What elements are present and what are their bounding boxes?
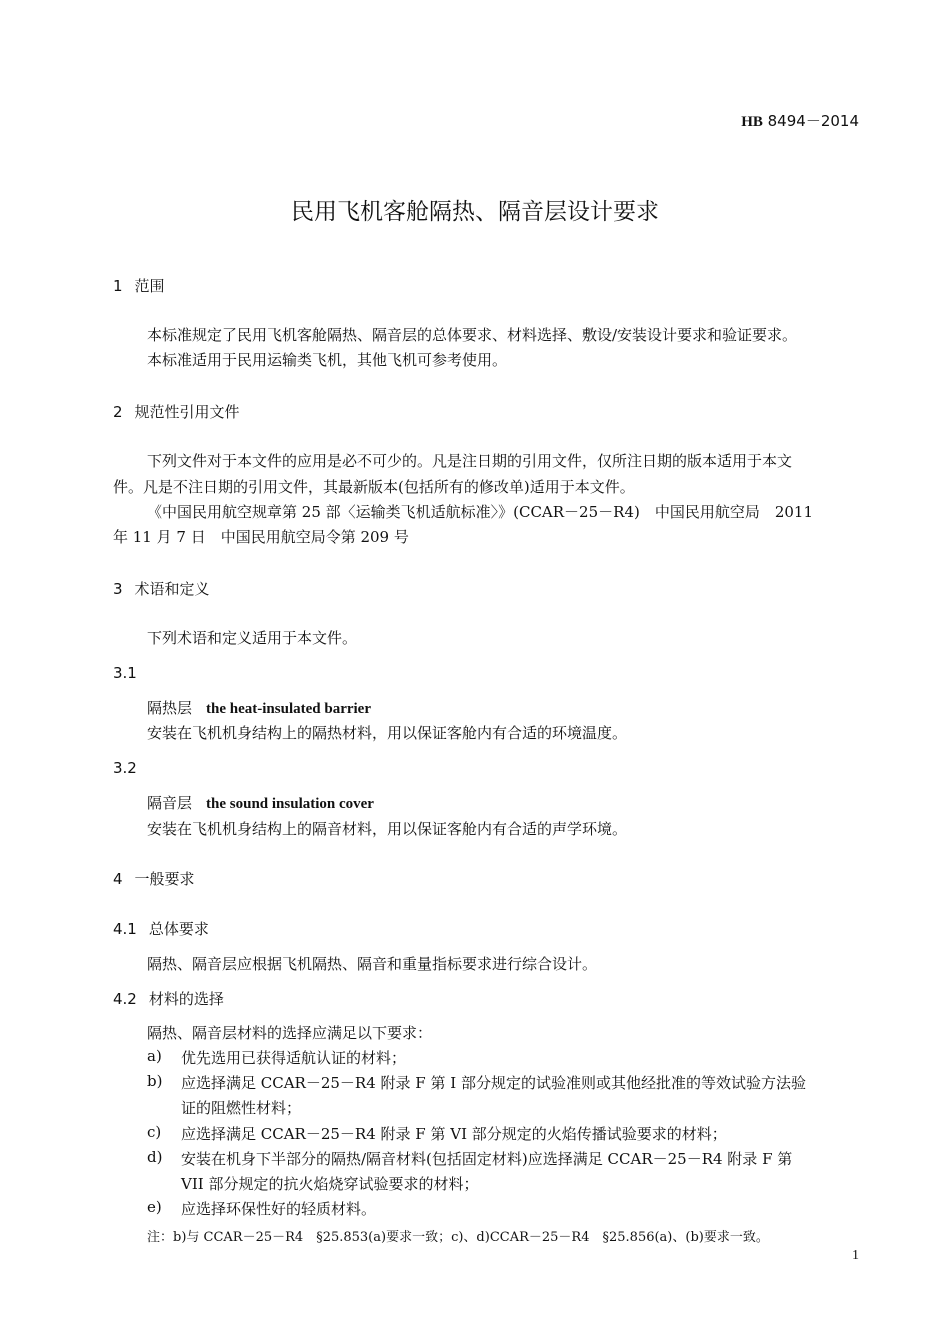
- section-3-heading: 3 术语和定义: [113, 580, 210, 598]
- section-4-2-intro: 隔热、隔音层材料的选择应满足以下要求：: [147, 1024, 433, 1042]
- document-title: 民用飞机客舱隔热、隔音层设计要求: [291, 199, 659, 225]
- section-4-2-note: 注：b)与 CCAR－25－R4 §25.853(a)要求一致；c)、d)CCAR－25－R4 §25.856(a)、(b)要求一致。: [147, 1230, 769, 1245]
- section-3-para: 下列术语和定义适用于本文件。: [147, 629, 358, 647]
- term-3-1-definition: 安装在飞机机身结构上的隔热材料，用以保证客舱内有合适的环境温度。: [147, 724, 628, 742]
- section-1-para-2: 本标准适用于民用运输类飞机，其他飞机可参考使用。: [147, 351, 508, 369]
- term-3-1-number: 3.1: [113, 664, 137, 682]
- page-number: 1: [852, 1248, 859, 1263]
- section-4-1-heading: 4.1 总体要求: [113, 920, 209, 938]
- section-4-2-heading: 4.2 材料的选择: [113, 990, 224, 1008]
- section-4-1-para: 隔热、隔音层应根据飞机隔热、隔音和重量指标要求进行综合设计。: [147, 955, 598, 973]
- section-1-para-1: 本标准规定了民用飞机客舱隔热、隔音层的总体要求、材料选择、敷设/安装设计要求和验证要求。: [147, 326, 798, 344]
- section-2-reference-line-1: 《中国民用航空规章第 25 部〈运输类飞机适航标准〉》(CCAR－25－R4) 中国民用航空局 2011: [147, 503, 814, 521]
- term-3-1-title: 隔热层 the heat-insulated barrier: [147, 699, 371, 717]
- section-2-para-1-line-1: 下列文件对于本文件的应用是必不可少的。凡是注日期的引用文件，仅所注日期的版本适用于本文: [147, 452, 793, 470]
- term-3-2-title: 隔音层 the sound insulation cover: [147, 794, 374, 812]
- section-1-heading: 1 范围: [113, 277, 165, 295]
- standard-code: HB 8494－2014: [741, 112, 859, 130]
- section-4-heading: 4 一般要求: [113, 870, 195, 888]
- section-2-reference-line-2: 年 11 月 7 日 中国民用航空局令第 209 号: [113, 528, 409, 546]
- section-2-heading: 2 规范性引用文件: [113, 403, 240, 421]
- term-3-2-definition: 安装在飞机机身结构上的隔音材料，用以保证客舱内有合适的声学环境。: [147, 820, 628, 838]
- term-3-2-number: 3.2: [113, 759, 137, 777]
- section-2-para-1-line-2: 件。凡是不注日期的引用文件，其最新版本(包括所有的修改单)适用于本文件。: [113, 478, 635, 496]
